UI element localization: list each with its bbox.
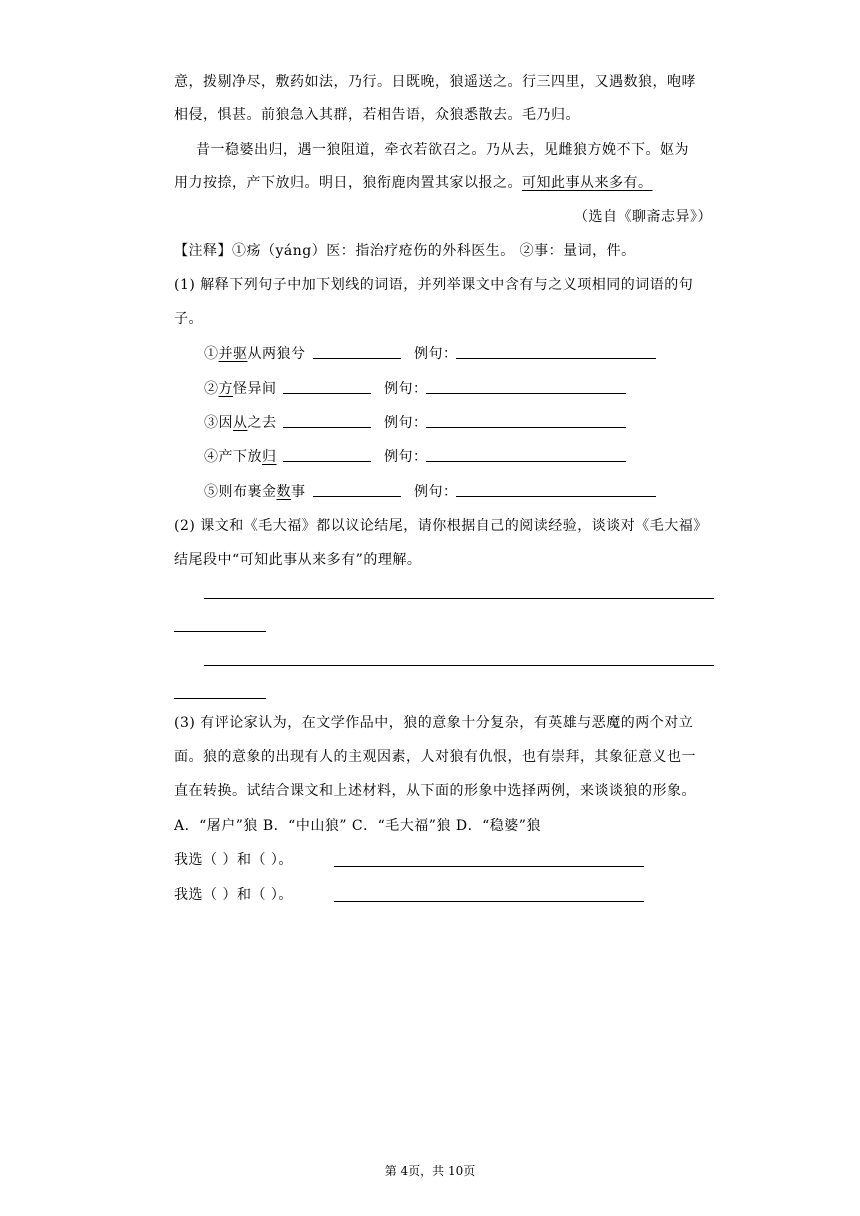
passage-text: 用力按捺，产下放归。明日，狼衔鹿肉置其家以报之。 — [174, 175, 522, 191]
answer-blank[interactable] — [283, 447, 371, 462]
page-footer: 第 4页，共 10页 — [384, 1164, 476, 1178]
example-label: 例句： — [384, 449, 428, 465]
passage-line — [174, 173, 653, 193]
item-number: ⑤ — [204, 484, 219, 500]
notes — [174, 241, 636, 261]
example-label: 例句： — [384, 381, 428, 397]
question-3-stem: 面。狼的意象的出现有人的主观因素，人对狼有仇恨，也有崇拜，其象征意义也一 — [174, 749, 696, 765]
q1-item — [204, 344, 306, 364]
answer-line[interactable] — [204, 598, 714, 599]
q1-item — [204, 413, 277, 433]
question-1-stem: (1) 解释下列句子中加下划线的词语，并列举课文中含有与之义项相同的词语的句 — [174, 277, 694, 293]
underlined-word: 方 — [218, 381, 233, 397]
answer-blank[interactable] — [313, 482, 401, 497]
example-blank[interactable] — [456, 344, 656, 359]
answer-blank[interactable] — [283, 379, 371, 394]
example-blank[interactable] — [456, 482, 656, 497]
question-2-stem: (2) 课文和《毛大福》都以议论结尾，请你根据自己的阅读经验，谈谈对《毛大福》 — [174, 518, 708, 534]
question-3-stem: 直在转换。试结合课文和上述材料，从下面的形象中选择两例，来谈谈狼的形象。 — [174, 783, 696, 799]
question-1-stem: 子。 — [174, 311, 203, 327]
item-number: ② — [204, 381, 219, 397]
question-3-stem: (3) 有评论家认为，在文学作品中，狼的意象十分复杂，有英雄与恶魔的两个对立 — [174, 715, 694, 731]
underlined-word: 数 — [276, 484, 291, 500]
item-text: 从两狼兮 — [247, 346, 306, 362]
answer-blank[interactable] — [313, 344, 401, 359]
item-number: ③ — [204, 415, 219, 431]
item-text: 产下放 — [218, 449, 262, 465]
example-label: 例句： — [414, 484, 458, 500]
example-blank[interactable] — [426, 413, 626, 428]
passage-line: 相侵，惧甚。前狼急入其群，若相告语，众狼悉散去。毛乃归。 — [174, 107, 580, 123]
underlined-word: 从 — [233, 415, 248, 431]
q1-item — [204, 482, 306, 502]
answer-line[interactable] — [334, 866, 644, 867]
answer-choice-line: 我选（ ）和（ ）。 — [174, 887, 293, 903]
example-blank[interactable] — [426, 447, 626, 462]
item-text: 因 — [218, 415, 233, 431]
answer-line[interactable] — [174, 698, 266, 699]
passage-underlined-sentence: 可知此事从来多有。 — [522, 175, 653, 191]
source-citation: （选自《聊斋志异》） — [574, 209, 712, 225]
item-text: 怪异间 — [233, 381, 277, 397]
underlined-word: 并驱 — [218, 346, 248, 362]
q1-item — [204, 447, 277, 467]
item-text: 之去 — [247, 415, 277, 431]
item-number: ① — [204, 346, 219, 362]
item-text: 事 — [291, 484, 306, 500]
answer-choice-line: 我选（ ）和（ ）。 — [174, 852, 293, 868]
answer-line[interactable] — [174, 631, 266, 632]
item-text: 则布裹金 — [218, 484, 277, 500]
answer-blank[interactable] — [283, 413, 371, 428]
passage-line: 昔一稳婆出归，遇一狼阻道，牵衣若欲召之。乃从去，见雌狼方娩不下。妪为 — [196, 142, 689, 158]
passage-line: 意，拨剔净尽，敷药如法，乃行。日既晚，狼遥送之。行三四里，又遇数狼，咆哮 — [174, 74, 696, 90]
notes-label: 【注释】 — [174, 243, 232, 259]
answer-line[interactable] — [334, 901, 644, 902]
question-2-stem: 结尾段中“可知此事从来多有”的理解。 — [174, 552, 422, 568]
answer-line[interactable] — [204, 665, 714, 666]
example-label: 例句： — [384, 415, 428, 431]
notes-text: ①疡（yáng）医：指治疗疮伤的外科医生。 ②事：量词，件。 — [232, 243, 636, 259]
example-label: 例句： — [414, 346, 458, 362]
item-number: ④ — [204, 449, 219, 465]
example-blank[interactable] — [426, 379, 626, 394]
q1-item — [204, 379, 277, 399]
underlined-word: 归 — [262, 449, 277, 465]
question-3-options: A．“屠户”狼 B．“中山狼” C．“毛大福”狼 D．“稳婆”狼 — [174, 818, 541, 834]
